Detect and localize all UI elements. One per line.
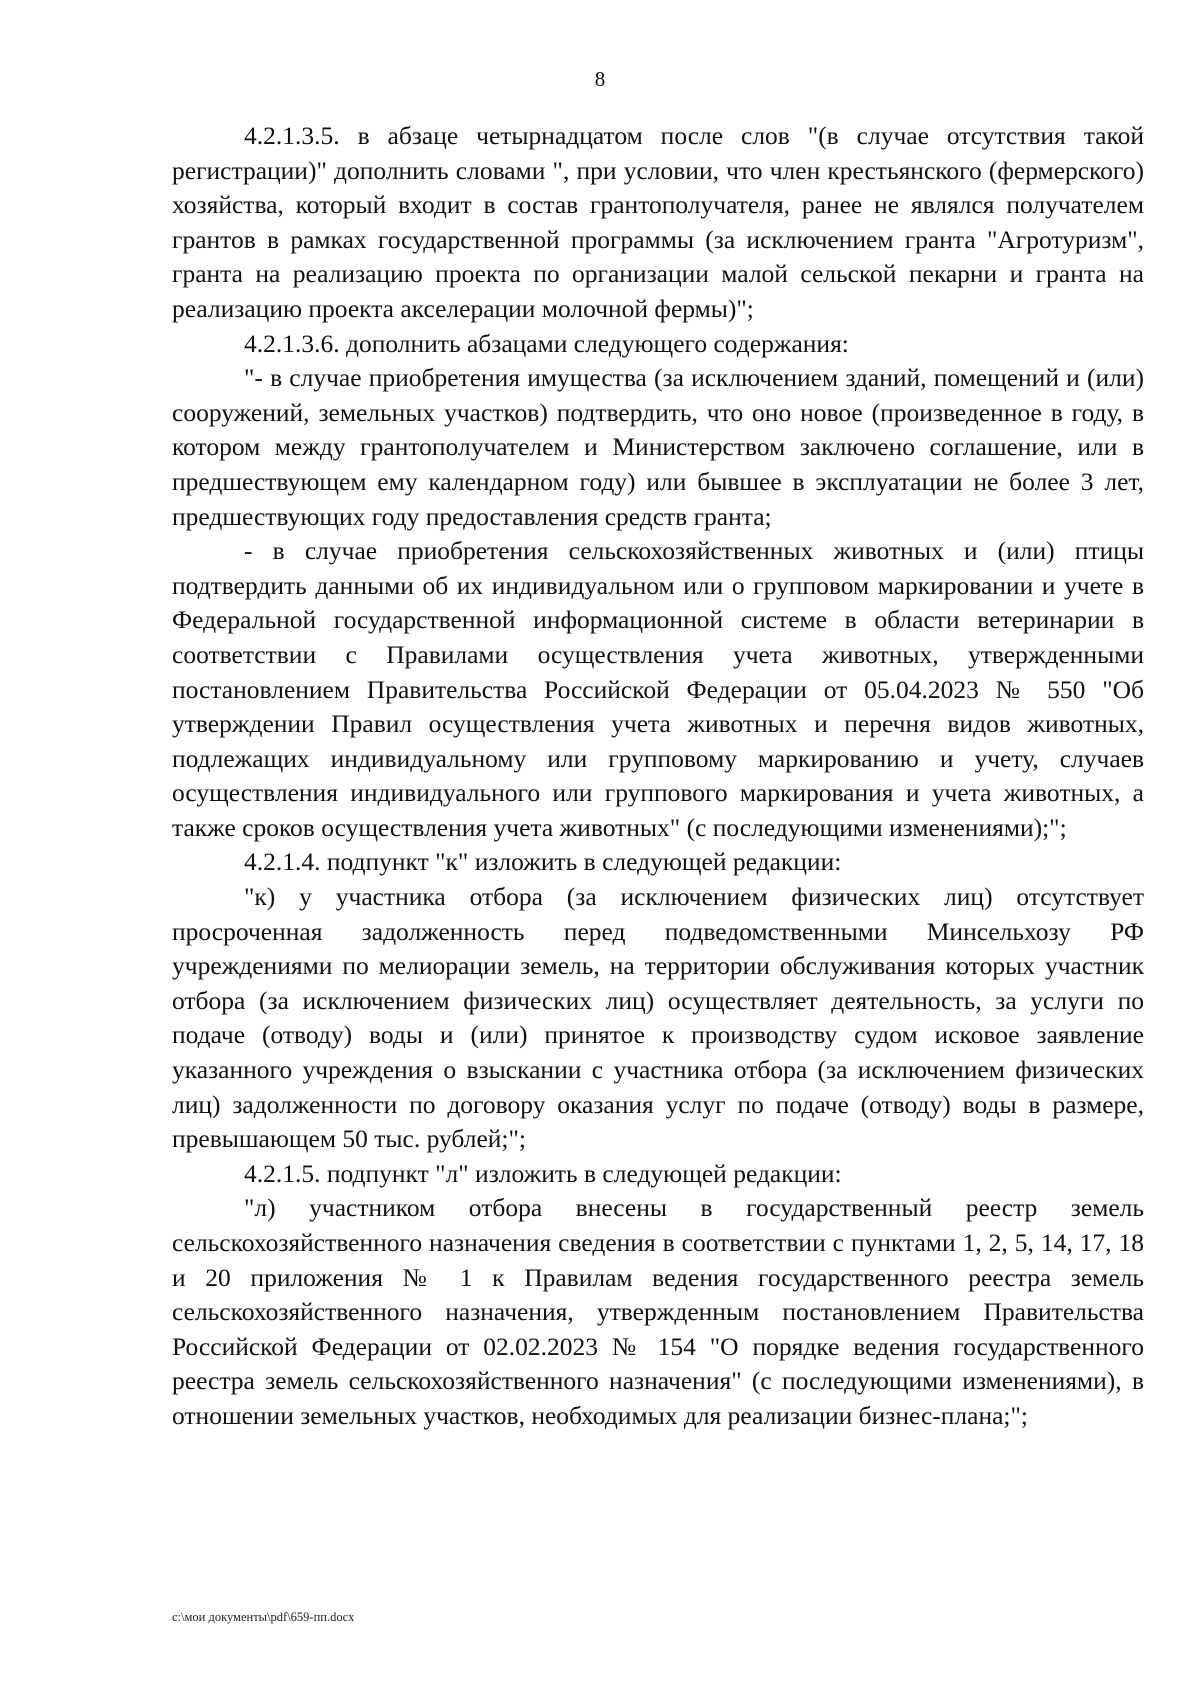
- paragraph-subitem-k: "к) у участника отбора (за исключением физических лиц) отсутствует просроченная задолженность перед подведомственными Минсельхозу РФ учреждениями по мелиорации земель, на территории обслуживания которых участник отбора (за исключением физических лиц) осуществляет деятельность, за услуги по подаче (отводу) воды и (или) принятое к производству судом исковое заявление указанного учреждения о взыскании с участника отбора (за исключением физических лиц) задолженности по договору оказания услуг по подаче (отводу) воды в размере, превышающем 50 тыс. рублей;";: [172, 882, 1144, 1154]
- paragraph-4-2-1-4: 4.2.1.4. подпункт "к" изложить в следующей редакции:: [244, 847, 842, 877]
- paragraph-4-2-1-5: 4.2.1.5. подпункт "л" изложить в следующей редакции:: [244, 1158, 842, 1188]
- footer-file-path: c:\мои документы\pdf\659-пп.docx: [172, 1610, 355, 1624]
- document-body: [172, 119, 1144, 1434]
- paragraph-4-2-1-3-6: 4.2.1.3.6. дополнить абзацами следующего содержания:: [244, 328, 849, 358]
- paragraph-property-acquisition: "- в случае приобретения имущества (за исключением зданий, помещений и (или) сооружений, земельных участков) подтвердить, что оно новое (произведенное в году, в котором между грантополучателем и Министерством заключено соглашение, или в предшествующем ему календарном году) или бывшее в эксплуатации не более 3 лет, предшествующих году предоставления средств гранта;: [172, 363, 1144, 531]
- page-number: 8: [594, 67, 606, 91]
- paragraph-subitem-l: "л) участником отбора внесены в государственный реестр земель сельскохозяйственного назначения сведения в соответствии с пунктами 1, 2, 5, 14, 17, 18 и 20 приложения № 1 к Правилам ведения государственного реестра земель сельскохозяйственного назначения, утвержденным постановлением Правительства Российской Федерации от 02.02.2023 № 154 "О порядке ведения государственного реестра земель сельскохозяйственного назначения" (с последующими изменениями), в отношении земельных участков, необходимых для реализации бизнес-плана;";: [172, 1193, 1144, 1430]
- paragraph-4-2-1-3-5: 4.2.1.3.5. в абзаце четырнадцатом после слов "(в случае отсутствия такой регистрации)" дополнить словами ", при условии, что член крестьянского (фермерского) хозяйства, который входит в состав грантополучателя, ранее не являлся получателем грантов в рамках государственной программы (за исключением гранта "Агротуризм", гранта на реализацию проекта по организации малой сельской пекарни и гранта на реализацию проекта акселерации молочной фермы)";: [172, 121, 1144, 323]
- paragraph-animals-acquisition: - в случае приобретения сельскохозяйственных животных и (или) птицы подтвердить данными об их индивидуальном или о групповом маркировании и учете в Федеральной государственной информационной системе в области ветеринарии в соответствии с Правилами осуществления учета животных, утвержденными постановлением Правительства Российской Федерации от 05.04.2023 № 550 "Об утверждении Правил осуществления учета животных и перечня видов животных, подлежащих индивидуальному или групповому маркированию и учету, случаев осуществления индивидуального или группового маркирования и учета животных, а также сроков осуществления учета животных" (с последующими изменениями);";: [172, 536, 1144, 842]
